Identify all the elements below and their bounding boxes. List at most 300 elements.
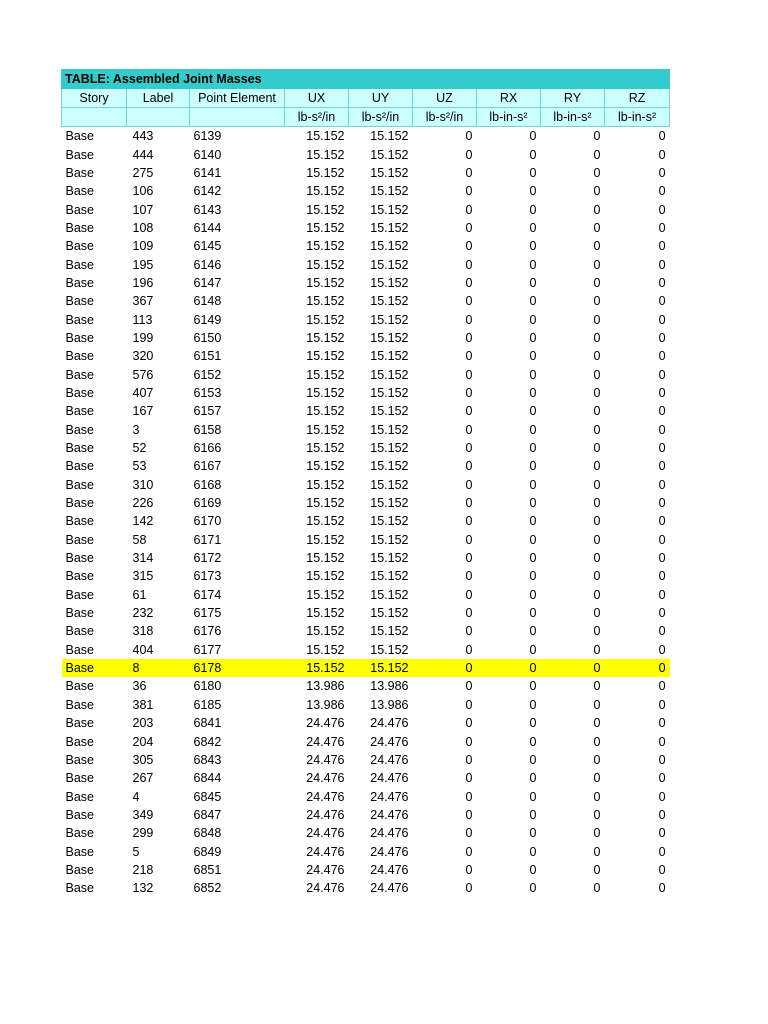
unit-row [62,108,670,127]
cell-story: Base [65,312,94,327]
cell-rz: 0 [658,294,666,309]
cell-ry: 0 [593,716,601,731]
cell-story: Base [65,275,94,290]
cell-uy: 24.476 [370,862,409,877]
cell-ry: 0 [593,367,601,382]
cell-rz: 0 [605,659,670,677]
cell-label: 367 [132,294,154,309]
cell-uz: 0 [465,734,473,749]
cell-label: 349 [132,807,154,822]
cell-label: 106 [132,184,154,199]
cell-ux: 24.476 [306,734,345,749]
cell-rx: 0 [529,441,537,456]
cell-uz: 0 [465,862,473,877]
cell-rx: 0 [529,606,537,621]
cell-rz: 0 [658,147,666,162]
cell-ry: 0 [593,734,601,749]
cell-uz: 0 [465,807,473,822]
cell-rz: 0 [658,587,666,602]
cell-rz: 0 [658,385,666,400]
header-label: Label [127,89,190,108]
cell-rx: 0 [529,826,537,841]
cell-uy: 24.476 [370,752,409,767]
cell-rz: 0 [658,807,666,822]
table-row [62,384,670,402]
cell-ux: 13.986 [306,679,345,694]
cell-uy: 15.152 [370,220,409,235]
cell-rz: 0 [658,202,666,217]
cell-story: Base [65,129,94,144]
cell-ry: 0 [593,551,601,566]
table-row [62,751,670,769]
table-row [62,787,670,805]
cell-label: 299 [132,826,154,841]
cell-ux: 15.152 [306,496,345,511]
table-row [62,842,670,860]
cell-ux: 15.152 [306,330,345,345]
table-row [62,512,670,530]
cell-story: Base [65,404,94,419]
cell-label: 226 [132,496,154,511]
cell-label: 443 [132,129,154,144]
cell-story: Base [65,294,94,309]
cell-story: Base [65,422,94,437]
cell-rz: 0 [658,716,666,731]
cell-ux: 24.476 [306,716,345,731]
cell-point-element: 6143 [193,202,222,217]
cell-rx: 0 [529,642,537,657]
cell-label: 5 [132,844,140,859]
cell-ry: 0 [593,826,601,841]
cell-point-element: 6148 [193,294,222,309]
cell-uz: 0 [465,551,473,566]
cell-uy: 15.152 [370,624,409,639]
cell-ux: 24.476 [306,807,345,822]
cell-label: 107 [132,202,154,217]
cell-rz: 0 [658,184,666,199]
cell-uz: 0 [465,349,473,364]
cell-label: 204 [132,734,154,749]
cell-label: 3 [132,422,140,437]
cell-rx: 0 [529,752,537,767]
cell-rx: 0 [529,422,537,437]
cell-ry: 0 [593,789,601,804]
cell-rz: 0 [658,624,666,639]
cell-rz: 0 [658,697,666,712]
cell-rx: 0 [529,165,537,180]
cell-rx: 0 [529,844,537,859]
cell-uz: 0 [465,642,473,657]
cell-uy: 13.986 [370,697,409,712]
table-row [62,677,670,695]
cell-label: 109 [132,239,154,254]
cell-ux: 13.986 [306,697,345,712]
cell-story: Base [65,496,94,511]
table-row [62,145,670,163]
cell-point-element: 6180 [193,679,222,694]
cell-uy: 15.152 [370,606,409,621]
cell-story: Base [65,881,94,896]
table-row [62,439,670,457]
cell-point-element: 6158 [193,422,222,437]
cell-rx: 0 [529,367,537,382]
cell-point-element: 6845 [193,789,222,804]
cell-label: 196 [132,275,154,290]
cell-point-element: 6848 [193,826,222,841]
cell-rx: 0 [529,587,537,602]
cell-rx: 0 [529,789,537,804]
cell-ux: 15.152 [306,129,345,144]
cell-point-element: 6178 [190,659,285,677]
cell-point-element: 6152 [193,367,222,382]
cell-label: 407 [132,385,154,400]
cell-rz: 0 [658,844,666,859]
cell-label: 310 [132,477,154,492]
cell-label: 36 [132,679,147,694]
table-row [62,164,670,182]
cell-label: 53 [132,459,147,474]
cell-ux: 15.152 [306,441,345,456]
table-row [62,329,670,347]
cell-rx: 0 [529,349,537,364]
table-body [62,127,670,898]
cell-ux: 15.152 [306,422,345,437]
cell-rz: 0 [658,275,666,290]
cell-ry: 0 [593,257,601,272]
cell-story: Base [65,734,94,749]
cell-label: 444 [132,147,154,162]
cell-story: Base [62,659,127,677]
cell-ry: 0 [593,184,601,199]
cell-label: 58 [132,532,147,547]
cell-ux: 15.152 [306,459,345,474]
cell-uy: 24.476 [370,826,409,841]
cell-uz: 0 [465,459,473,474]
cell-point-element: 6172 [193,551,222,566]
cell-uz: 0 [465,330,473,345]
cell-uz: 0 [465,202,473,217]
cell-label: 52 [132,441,147,456]
cell-label: 195 [132,257,154,272]
cell-ux: 24.476 [306,771,345,786]
header-uz: UZ [413,89,477,108]
cell-rz: 0 [658,165,666,180]
cell-story: Base [65,459,94,474]
cell-uz: 0 [465,184,473,199]
cell-label: 576 [132,367,154,382]
cell-rx: 0 [529,129,537,144]
cell-uz: 0 [465,606,473,621]
cell-uy: 15.152 [370,367,409,382]
cell-label: 232 [132,606,154,621]
column-header-row [62,89,670,108]
cell-rz: 0 [658,679,666,694]
cell-label: 315 [132,569,154,584]
table-row [62,659,670,677]
cell-rz: 0 [658,862,666,877]
cell-ux: 15.152 [306,404,345,419]
cell-point-element: 6168 [193,477,222,492]
cell-ux: 24.476 [306,752,345,767]
cell-uy: 15.152 [370,202,409,217]
cell-story: Base [65,771,94,786]
cell-ry: 0 [593,697,601,712]
cell-uy: 15.152 [370,569,409,584]
unit-rz: lb-in-s² [605,108,670,127]
cell-point-element: 6146 [193,257,222,272]
cell-ry: 0 [593,275,601,290]
cell-ry: 0 [593,147,601,162]
cell-rz: 0 [658,734,666,749]
table-row [62,732,670,750]
cell-point-element: 6174 [193,587,222,602]
cell-point-element: 6171 [193,532,222,547]
cell-story: Base [65,147,94,162]
cell-rx: 0 [529,679,537,694]
cell-ry: 0 [593,422,601,437]
cell-rx: 0 [529,294,537,309]
cell-uz: 0 [465,826,473,841]
table-row [62,347,670,365]
cell-rx: 0 [529,771,537,786]
cell-ry: 0 [593,294,601,309]
table-row [62,641,670,659]
cell-story: Base [65,716,94,731]
cell-rz: 0 [658,349,666,364]
cell-uy: 15.152 [370,441,409,456]
cell-rz: 0 [658,441,666,456]
cell-rz: 0 [658,752,666,767]
cell-rx: 0 [529,532,537,547]
cell-rz: 0 [658,257,666,272]
cell-uy: 15.152 [370,312,409,327]
cell-rx: 0 [529,459,537,474]
cell-rx: 0 [529,551,537,566]
cell-ry: 0 [593,862,601,877]
cell-uz: 0 [465,679,473,694]
cell-uy: 24.476 [370,881,409,896]
cell-story: Base [65,844,94,859]
header-rz: RZ [605,89,670,108]
table-row [62,879,670,897]
table-row [62,237,670,255]
cell-story: Base [65,477,94,492]
cell-uz: 0 [465,881,473,896]
cell-ry: 0 [593,587,601,602]
cell-story: Base [65,752,94,767]
cell-uz: 0 [465,441,473,456]
cell-uz: 0 [465,514,473,529]
cell-uy: 24.476 [370,716,409,731]
cell-ux: 15.152 [306,312,345,327]
cell-point-element: 6844 [193,771,222,786]
cell-uy: 15.152 [349,659,413,677]
unit-label [127,108,190,127]
cell-rx: 0 [529,184,537,199]
cell-uy: 15.152 [370,385,409,400]
cell-ux: 15.152 [306,220,345,235]
table-row [62,200,670,218]
cell-uz: 0 [465,789,473,804]
cell-point-element: 6145 [193,239,222,254]
unit-ry: lb-in-s² [541,108,605,127]
cell-label: 61 [132,587,147,602]
unit-story [62,108,127,127]
cell-rx: 0 [529,239,537,254]
header-ry: RY [541,89,605,108]
cell-label: 404 [132,642,154,657]
cell-uy: 15.152 [370,349,409,364]
header-ux: UX [285,89,349,108]
cell-rz: 0 [658,514,666,529]
cell-rz: 0 [658,532,666,547]
cell-point-element: 6151 [193,349,222,364]
cell-ry: 0 [593,165,601,180]
cell-story: Base [65,184,94,199]
cell-ux: 15.152 [285,659,349,677]
cell-ry: 0 [593,771,601,786]
table-row [62,255,670,273]
cell-ux: 15.152 [306,477,345,492]
cell-ry: 0 [593,624,601,639]
table-row [62,402,670,420]
table-row [62,549,670,567]
cell-label: 167 [132,404,154,419]
table-row [62,421,670,439]
cell-ry: 0 [593,679,601,694]
cell-uz: 0 [465,257,473,272]
cell-ux: 15.152 [306,551,345,566]
cell-uy: 15.152 [370,459,409,474]
cell-rx: 0 [529,569,537,584]
cell-story: Base [65,257,94,272]
cell-uz: 0 [465,275,473,290]
cell-ry: 0 [593,312,601,327]
cell-rx: 0 [529,147,537,162]
cell-rz: 0 [658,459,666,474]
cell-ux: 15.152 [306,624,345,639]
cell-label: 199 [132,330,154,345]
table-row [62,567,670,585]
table-title: TABLE: Assembled Joint Masses [62,70,670,89]
cell-rz: 0 [658,129,666,144]
cell-rz: 0 [658,330,666,345]
cell-uz: 0 [465,312,473,327]
cell-point-element: 6841 [193,716,222,731]
cell-uy: 15.152 [370,496,409,511]
cell-ux: 15.152 [306,257,345,272]
cell-story: Base [65,220,94,235]
cell-rz: 0 [658,789,666,804]
cell-uy: 15.152 [370,551,409,566]
cell-ry: 0 [593,514,601,529]
cell-ry: 0 [593,477,601,492]
cell-ux: 15.152 [306,385,345,400]
cell-point-element: 6166 [193,441,222,456]
cell-ux: 24.476 [306,844,345,859]
cell-story: Base [65,679,94,694]
cell-label: 142 [132,514,154,529]
cell-story: Base [65,551,94,566]
cell-uy: 24.476 [370,771,409,786]
unit-uz: lb-s²/in [413,108,477,127]
cell-point-element: 6847 [193,807,222,822]
cell-point-element: 6147 [193,275,222,290]
cell-story: Base [65,807,94,822]
cell-ux: 15.152 [306,202,345,217]
cell-rx: 0 [529,716,537,731]
cell-rz: 0 [658,422,666,437]
cell-ux: 15.152 [306,275,345,290]
cell-story: Base [65,367,94,382]
cell-rx: 0 [529,624,537,639]
header-rx: RX [477,89,541,108]
table-row [62,824,670,842]
cell-rz: 0 [658,771,666,786]
cell-uy: 15.152 [370,257,409,272]
cell-point-element: 6150 [193,330,222,345]
cell-ux: 24.476 [306,826,345,841]
header-uy: UY [349,89,413,108]
cell-ry: 0 [593,202,601,217]
cell-point-element: 6169 [193,496,222,511]
cell-label: 132 [132,881,154,896]
cell-uz: 0 [465,385,473,400]
cell-point-element: 6144 [193,220,222,235]
cell-point-element: 6140 [193,147,222,162]
cell-story: Base [65,441,94,456]
table-row [62,696,670,714]
cell-story: Base [65,606,94,621]
cell-uz: 0 [465,294,473,309]
cell-point-element: 6149 [193,312,222,327]
cell-rx: 0 [529,862,537,877]
cell-uz: 0 [465,844,473,859]
table-row [62,714,670,732]
cell-rz: 0 [658,312,666,327]
cell-point-element: 6175 [193,606,222,621]
cell-uy: 15.152 [370,275,409,290]
cell-label: 267 [132,771,154,786]
cell-ry: 0 [593,881,601,896]
cell-ry: 0 [593,330,601,345]
joint-masses-sheet [61,69,669,897]
cell-point-element: 6142 [193,184,222,199]
cell-uz: 0 [465,697,473,712]
cell-uz: 0 [465,239,473,254]
cell-rz: 0 [658,239,666,254]
cell-rz: 0 [658,569,666,584]
unit-rx: lb-in-s² [477,108,541,127]
cell-rx: 0 [529,881,537,896]
cell-uz: 0 [465,587,473,602]
table-title-row [62,70,670,89]
cell-rz: 0 [658,496,666,511]
cell-rx: 0 [529,220,537,235]
cell-ry: 0 [593,642,601,657]
cell-ry: 0 [593,220,601,235]
cell-label: 275 [132,165,154,180]
cell-label: 4 [132,789,140,804]
table-row [62,127,670,146]
header-story: Story [62,89,127,108]
cell-ry: 0 [593,385,601,400]
cell-label: 381 [132,697,154,712]
cell-rz: 0 [658,404,666,419]
table-row [62,274,670,292]
cell-uz: 0 [465,569,473,584]
cell-ry: 0 [593,239,601,254]
